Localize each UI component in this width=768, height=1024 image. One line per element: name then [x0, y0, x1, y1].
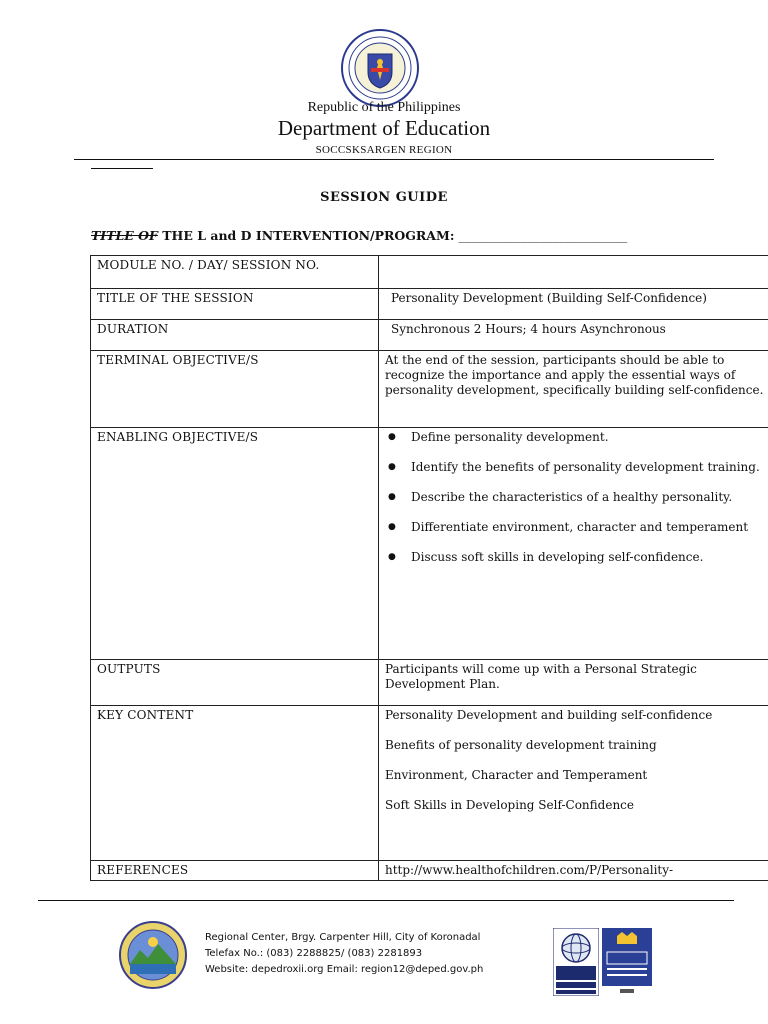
program-label: THE L and D INTERVENTION/PROGRAM:: [157, 228, 455, 243]
short-divider: [91, 168, 153, 169]
page-heading: SESSION GUIDE: [320, 190, 448, 205]
outputs-value: Participants will come up with a Personal Strategic Development Plan.: [379, 660, 768, 706]
terminal-value: At the end of the session, participants should be able to recognize the importance and apply the essential ways of personality development, specifically building self-confidence.: [379, 351, 768, 428]
header-divider: [74, 159, 714, 160]
table-row: [91, 320, 768, 351]
program-title-line: [91, 228, 627, 243]
table-row: [91, 289, 768, 320]
list-item: ● Discuss soft skills in developing self-confidence.: [385, 550, 768, 565]
footer-address: Regional Center, Brgy. Carpenter Hill, City of Koronadal: [205, 932, 481, 943]
table-row: [91, 660, 768, 706]
program-blank: ___________________________: [454, 228, 628, 243]
terminal-label: TERMINAL OBJECTIVE/S: [91, 351, 379, 428]
outputs-label: OUTPUTS: [91, 660, 379, 706]
regional-seal-icon: [118, 920, 188, 990]
table-row: [91, 706, 768, 861]
enabling-label: ENABLING OBJECTIVE/S: [91, 428, 379, 660]
module-label: MODULE NO. / DAY/ SESSION NO.: [91, 256, 379, 289]
key-content-label: KEY CONTENT: [91, 706, 379, 861]
table-row: [91, 428, 768, 660]
table-row: [91, 256, 768, 289]
list-item: Personality Development and building self-confidence: [385, 708, 713, 722]
title-value: Personality Development (Building Self-Confidence): [379, 289, 768, 320]
list-item: Benefits of personality development training: [385, 738, 657, 752]
list-item: ● Describe the characteristics of a healthy personality.: [385, 490, 768, 505]
module-value: [379, 256, 768, 289]
list-item: ● Define personality development.: [385, 430, 768, 445]
table-row: [91, 861, 768, 881]
enabling-value: [379, 428, 768, 660]
list-item: ● Differentiate environment, character and temperament: [385, 520, 768, 535]
list-item: Soft Skills in Developing Self-Confidence: [385, 798, 634, 812]
deped-seal-icon: [340, 28, 420, 108]
footer-address-block: [205, 930, 483, 978]
enabling-objectives-list: [385, 430, 768, 565]
aja-registrars-logo-icon: [553, 928, 599, 996]
program-struck-text: TITLE OF: [91, 228, 158, 243]
title-label: TITLE OF THE SESSION: [91, 289, 379, 320]
table-row: [91, 351, 768, 428]
department-title: Department of Education: [277, 116, 491, 140]
list-item: ● Identify the benefits of personality development training.: [385, 460, 768, 475]
list-item: Environment, Character and Temperament: [385, 768, 648, 782]
footer-divider: [38, 900, 734, 901]
region-label: SOCCSKSARGEN REGION: [315, 144, 453, 156]
key-content-value: [379, 706, 768, 861]
footer-website: Website: depedroxii.org Email: region12@deped.gov.ph: [205, 964, 484, 975]
republic-label: Republic of the Philippines: [307, 100, 461, 115]
session-table: [90, 255, 768, 881]
references-label: REFERENCES: [91, 861, 379, 881]
ukas-management-logo-icon: [602, 928, 652, 996]
duration-label: DURATION: [91, 320, 379, 351]
references-value: http://www.healthofchildren.com/P/Personality-: [379, 861, 768, 881]
duration-value: Synchronous 2 Hours; 4 hours Asynchronous: [379, 320, 768, 351]
footer-telefax: Telefax No.: (083) 2288825/ (083) 2281893: [205, 948, 423, 959]
